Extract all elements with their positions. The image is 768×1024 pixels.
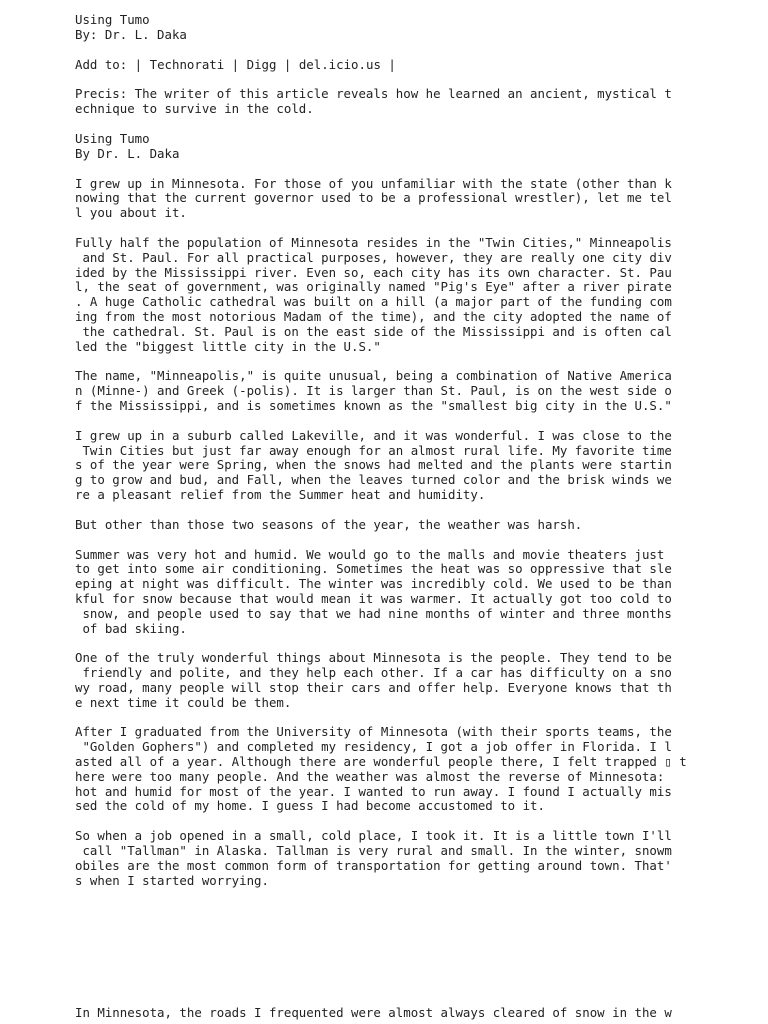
paragraph-line: So when a job opened in a small, cold place, I took it. It is a little town I'll <box>75 828 672 844</box>
paragraph-line: f the Mississippi, and is sometimes known as the "smallest big city in the U.S." <box>75 397 672 413</box>
add-to-bar <box>75 58 755 73</box>
paragraph <box>75 369 755 413</box>
paragraph-line: In Minnesota, the roads I frequented were almost always cleared of snow in the w <box>75 1005 672 1020</box>
spacer <box>75 636 755 651</box>
paragraph <box>75 548 755 637</box>
spacer <box>75 533 755 548</box>
precis <box>75 87 755 117</box>
author-byline: By: Dr. L. Daka <box>75 26 187 42</box>
link-separator: | <box>380 56 396 72</box>
paragraph-line: wy road, many people will stop their cars and offer help. Everyone knows that th <box>75 679 672 695</box>
paragraph-line: g to grow and bud, and Fall, when the leaves turned color and the brisk winds we <box>75 472 672 488</box>
spacer <box>75 117 755 132</box>
page-title: Using Tumo <box>75 12 150 27</box>
link-separator: | <box>224 56 247 72</box>
paragraph-line: kful for snow because that would mean it was warmer. It actually got too cold to <box>75 590 672 606</box>
spacer <box>75 72 755 87</box>
paragraph-line: But other than those two seasons of the year, the weather was harsh. <box>75 516 583 532</box>
paragraph-line: hot and humid for most of the year. I wanted to run away. I found I actually mis <box>75 783 672 799</box>
paragraph-line: asted all of a year. Although there are wonderful people there, I felt trapped ▯ t <box>75 754 687 770</box>
paragraph-line: . A huge Catholic cathedral was built on a hill (a major part of the funding com <box>75 294 672 310</box>
paragraph-line: and St. Paul. For all practical purposes, however, they are really one city div <box>75 249 672 265</box>
spacer <box>75 354 755 369</box>
paragraph-line: One of the truly wonderful things about Minnesota is the people. They tend to be <box>75 650 672 666</box>
paragraph-line: l you about it. <box>75 205 187 221</box>
article-document <box>75 13 755 888</box>
add-to-label: Add to: | <box>75 56 143 72</box>
paragraph-line: call "Tallman" in Alaska. Tallman is very rural and small. In the winter, snowm <box>75 843 672 859</box>
continued-paragraph <box>75 1006 672 1021</box>
precis-line: Precis: The writer of this article reveals how he learned an ancient, mystical t <box>75 86 672 102</box>
link-separator: | <box>276 56 299 72</box>
paragraph-line: I grew up in a suburb called Lakeville, and it was wonderful. I was close to the <box>75 427 672 443</box>
paragraph-line: to get into some air conditioning. Sometimes the heat was so oppressive that sle <box>75 561 672 577</box>
paragraph <box>75 725 755 814</box>
paragraph-line: n (Minne-) and Greek (-polis). It is larger than St. Paul, is on the west side o <box>75 383 672 399</box>
paragraph-line: Fully half the population of Minnesota resides in the "Twin Cities," Minneapolis <box>75 234 672 250</box>
paragraph-line: friendly and polite, and they help each other. If a car has difficulty on a sno <box>75 665 672 681</box>
spacer <box>75 221 755 236</box>
paragraph-line: re a pleasant relief from the Summer heat and humidity. <box>75 486 486 502</box>
paragraph <box>75 829 755 888</box>
paragraph-line: of bad skiing. <box>75 620 187 636</box>
paragraph <box>75 429 755 503</box>
spacer <box>75 162 755 177</box>
delicious-link[interactable]: del.icio.us <box>298 56 381 72</box>
paragraph <box>75 177 755 221</box>
digg-link[interactable]: Digg <box>246 56 277 72</box>
paragraph-line: ided by the Mississippi river. Even so, each city has its own character. St. Pau <box>75 264 672 280</box>
paragraph-line: l, the seat of government, was originally named "Pig's Eye" after a river pirate <box>75 279 672 295</box>
paragraph-line: The name, "Minneapolis," is quite unusual, being a combination of Native America <box>75 368 672 384</box>
paragraph-line: sed the cold of my home. I guess I had become accustomed to it. <box>75 798 545 814</box>
paragraph-line: ing from the most notorious Madam of the time), and the city adopted the name of <box>75 308 672 324</box>
paragraph-line: s of the year were Spring, when the snows had melted and the plants were startin <box>75 457 672 473</box>
paragraph-line: led the "biggest little city in the U.S." <box>75 338 381 354</box>
article-title: Using Tumo <box>75 130 150 146</box>
spacer <box>75 710 755 725</box>
paragraph <box>75 518 755 533</box>
paragraph-line: here were too many people. And the weather was almost the reverse of Minnesota: <box>75 768 665 784</box>
paragraph-line: s when I started worrying. <box>75 872 269 888</box>
paragraph-line: Summer was very hot and humid. We would go to the malls and movie theaters just <box>75 546 665 562</box>
paragraph <box>75 651 755 710</box>
paragraph-line: e next time it could be them. <box>75 694 292 710</box>
spacer <box>75 814 755 829</box>
technorati-link[interactable]: Technorati <box>149 56 225 72</box>
paragraph-line: nowing that the current governor used to be a professional wrestler), let me tel <box>75 190 672 206</box>
paragraph-line: I grew up in Minnesota. For those of you unfamiliar with the state (other than k <box>75 175 672 191</box>
spacer <box>75 414 755 429</box>
spacer <box>75 43 755 58</box>
paragraph-line: After I graduated from the University of Minnesota (with their sports teams, the <box>75 724 672 740</box>
paragraph-line: the cathedral. St. Paul is on the east side of the Mississippi and is often cal <box>75 323 672 339</box>
paragraph-line: obiles are the most common form of transportation for getting around town. That' <box>75 857 672 873</box>
spacer <box>75 503 755 518</box>
paragraph-line: eping at night was difficult. The winter was incredibly cold. We used to be than <box>75 576 672 592</box>
paragraph-line: snow, and people used to say that we had nine months of winter and three months <box>75 605 672 621</box>
paragraph-line: "Golden Gophers") and completed my residency, I got a job offer in Florida. I l <box>75 739 672 755</box>
precis-line: echnique to survive in the cold. <box>75 101 314 117</box>
article-byline: By Dr. L. Daka <box>75 145 180 161</box>
paragraph-line: Twin Cities but just far away enough for an almost rural life. My favorite time <box>75 442 672 458</box>
paragraph <box>75 236 755 354</box>
